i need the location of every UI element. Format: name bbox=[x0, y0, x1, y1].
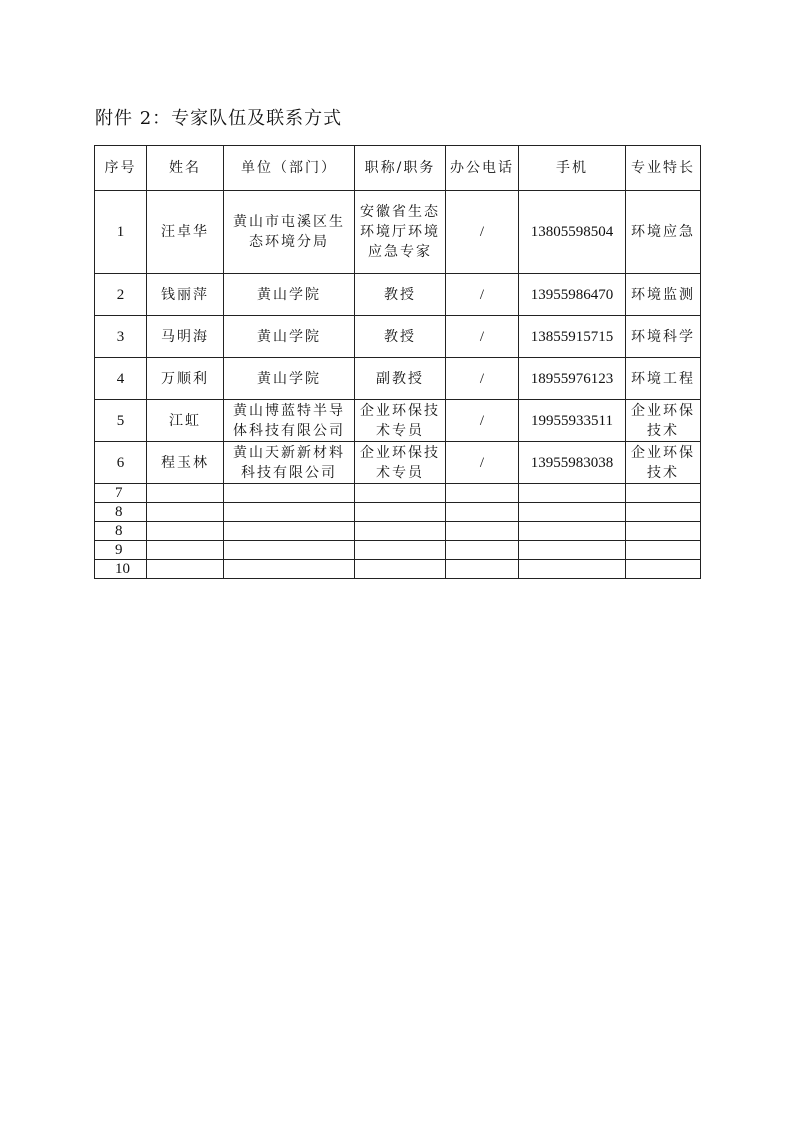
cell-name: 钱丽萍 bbox=[147, 274, 224, 316]
cell-unit: 黄山市屯溪区生态环境分局 bbox=[224, 191, 355, 274]
cell-empty bbox=[355, 503, 446, 522]
cell-unit: 黄山学院 bbox=[224, 274, 355, 316]
cell-empty bbox=[446, 541, 519, 560]
cell-empty bbox=[519, 522, 626, 541]
cell-specialty: 环境工程 bbox=[626, 358, 701, 400]
cell-empty bbox=[355, 484, 446, 503]
cell-no: 4 bbox=[95, 358, 147, 400]
cell-name: 马明海 bbox=[147, 316, 224, 358]
cell-no: 8 bbox=[95, 522, 147, 541]
header-unit: 单位（部门） bbox=[224, 146, 355, 191]
cell-empty bbox=[446, 503, 519, 522]
cell-no: 10 bbox=[95, 560, 147, 579]
cell-unit: 黄山博蓝特半导体科技有限公司 bbox=[224, 400, 355, 442]
cell-name: 汪卓华 bbox=[147, 191, 224, 274]
table-row bbox=[95, 400, 701, 442]
table-row-empty bbox=[95, 484, 701, 503]
cell-office-phone: / bbox=[446, 274, 519, 316]
cell-no: 7 bbox=[95, 484, 147, 503]
cell-empty bbox=[224, 503, 355, 522]
header-title: 职称/职务 bbox=[355, 146, 446, 191]
cell-empty bbox=[626, 560, 701, 579]
document-title: 附件 2：专家队伍及联系方式 bbox=[95, 108, 343, 129]
cell-mobile: 13955983038 bbox=[519, 442, 626, 484]
cell-no: 3 bbox=[95, 316, 147, 358]
table-row bbox=[95, 274, 701, 316]
table-header-row bbox=[95, 146, 701, 191]
cell-title: 教授 bbox=[355, 274, 446, 316]
cell-name: 江虹 bbox=[147, 400, 224, 442]
cell-office-phone: / bbox=[446, 316, 519, 358]
table-row-empty bbox=[95, 522, 701, 541]
cell-specialty: 企业环保技术 bbox=[626, 400, 701, 442]
cell-name: 万顺利 bbox=[147, 358, 224, 400]
cell-office-phone: / bbox=[446, 358, 519, 400]
cell-unit: 黄山学院 bbox=[224, 316, 355, 358]
cell-no: 8 bbox=[95, 503, 147, 522]
cell-title: 教授 bbox=[355, 316, 446, 358]
cell-empty bbox=[519, 503, 626, 522]
cell-no: 1 bbox=[95, 191, 147, 274]
header-name: 姓名 bbox=[147, 146, 224, 191]
cell-title: 副教授 bbox=[355, 358, 446, 400]
cell-empty bbox=[626, 503, 701, 522]
cell-no: 9 bbox=[95, 541, 147, 560]
table-row-empty bbox=[95, 541, 701, 560]
cell-unit: 黄山学院 bbox=[224, 358, 355, 400]
cell-mobile: 13805598504 bbox=[519, 191, 626, 274]
cell-empty bbox=[355, 522, 446, 541]
cell-no: 2 bbox=[95, 274, 147, 316]
cell-empty bbox=[446, 522, 519, 541]
header-mobile: 手机 bbox=[519, 146, 626, 191]
cell-empty bbox=[355, 560, 446, 579]
cell-empty bbox=[147, 522, 224, 541]
cell-empty bbox=[147, 484, 224, 503]
cell-empty bbox=[147, 560, 224, 579]
cell-specialty: 环境监测 bbox=[626, 274, 701, 316]
cell-empty bbox=[224, 522, 355, 541]
cell-title: 安徽省生态环境厅环境应急专家 bbox=[355, 191, 446, 274]
cell-empty bbox=[224, 484, 355, 503]
cell-mobile: 18955976123 bbox=[519, 358, 626, 400]
cell-specialty: 环境应急 bbox=[626, 191, 701, 274]
table-row-empty bbox=[95, 503, 701, 522]
cell-no: 5 bbox=[95, 400, 147, 442]
table-row bbox=[95, 316, 701, 358]
cell-empty bbox=[519, 541, 626, 560]
header-specialty: 专业特长 bbox=[626, 146, 701, 191]
cell-empty bbox=[147, 541, 224, 560]
cell-mobile: 19955933511 bbox=[519, 400, 626, 442]
cell-mobile: 13955986470 bbox=[519, 274, 626, 316]
cell-unit: 黄山天新新材料科技有限公司 bbox=[224, 442, 355, 484]
header-no: 序号 bbox=[95, 146, 147, 191]
cell-name: 程玉林 bbox=[147, 442, 224, 484]
cell-empty bbox=[446, 560, 519, 579]
table-row bbox=[95, 442, 701, 484]
cell-office-phone: / bbox=[446, 400, 519, 442]
cell-specialty: 企业环保技术 bbox=[626, 442, 701, 484]
cell-mobile: 13855915715 bbox=[519, 316, 626, 358]
expert-contact-table bbox=[94, 145, 701, 579]
cell-empty bbox=[626, 522, 701, 541]
cell-empty bbox=[224, 541, 355, 560]
cell-title: 企业环保技术专员 bbox=[355, 442, 446, 484]
table-row-empty bbox=[95, 560, 701, 579]
cell-empty bbox=[519, 484, 626, 503]
cell-title: 企业环保技术专员 bbox=[355, 400, 446, 442]
cell-office-phone: / bbox=[446, 191, 519, 274]
cell-empty bbox=[519, 560, 626, 579]
table-row bbox=[95, 191, 701, 274]
table-row bbox=[95, 358, 701, 400]
cell-empty bbox=[626, 484, 701, 503]
cell-empty bbox=[355, 541, 446, 560]
cell-empty bbox=[147, 503, 224, 522]
header-office-phone: 办公电话 bbox=[446, 146, 519, 191]
cell-empty bbox=[224, 560, 355, 579]
cell-office-phone: / bbox=[446, 442, 519, 484]
cell-specialty: 环境科学 bbox=[626, 316, 701, 358]
cell-empty bbox=[446, 484, 519, 503]
cell-no: 6 bbox=[95, 442, 147, 484]
cell-empty bbox=[626, 541, 701, 560]
